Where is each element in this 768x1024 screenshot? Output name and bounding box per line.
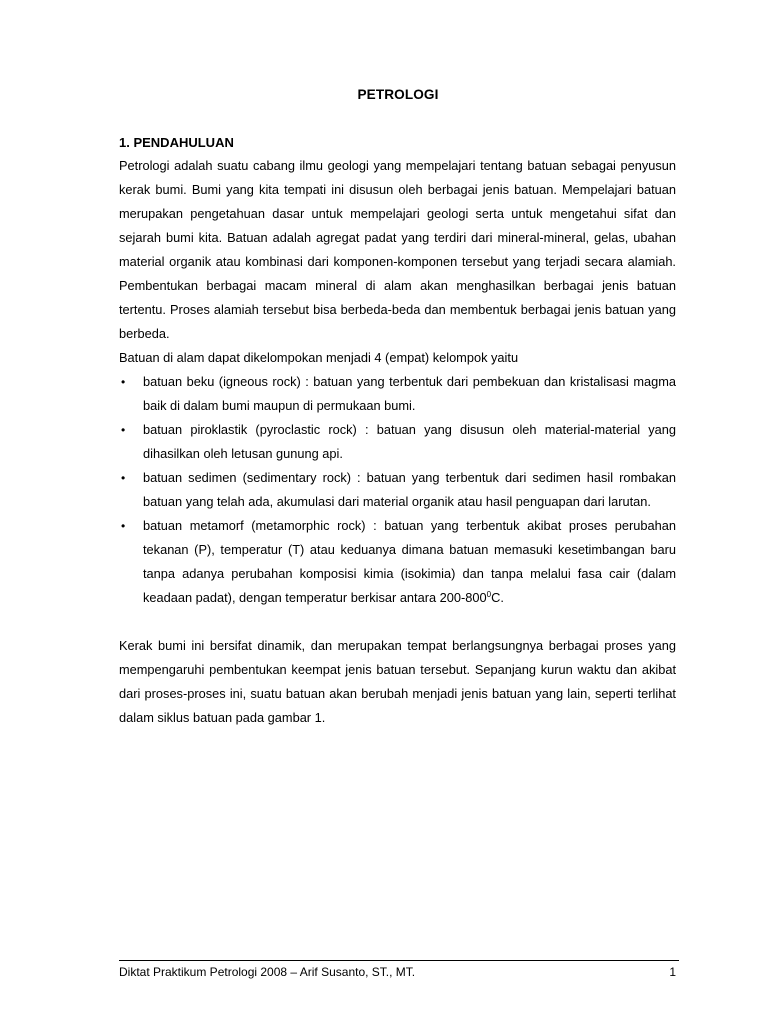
list-intro: Batuan di alam dapat dikelompokan menjadi 4 (empat) kelompok yaitu: [119, 350, 519, 365]
list-item-text: batuan beku (igneous rock) : batuan yang terbentuk dari pembekuan dan kristalisasi magma baik di dalam bumi maupun di permukaan bumi.: [143, 374, 676, 413]
list-item: [119, 466, 676, 514]
bullet-icon: •: [121, 375, 126, 389]
paragraph-spacer: [119, 610, 676, 634]
document-body: [119, 132, 676, 730]
paragraph-intro: Petrologi adalah suatu cabang ilmu geologi yang mempelajari tentang batuan sebagai penyusun kerak bumi. Bumi yang kita tempati ini disusun oleh berbagai jenis batuan. Mempelajari batuan merupakan pengetahuan dasar untuk mempelajari geologi serta untuk mengetahui sifat dan sejarah bumi kita. Batuan adalah agregat padat yang terdiri dari mineral-mineral, gelas, ubahan material organik atau kombinasi dari komponen-komponen tersebut yang terjadi secara alamiah. Pembentukan berbagai macam mineral di alam akan menghasilkan berbagai jenis batuan tertentu. Proses alamiah tersebut bisa berbeda-beda dan membentuk berbagai jenis batuan yang berbeda.: [119, 158, 676, 341]
footer-divider: [119, 960, 679, 961]
list-item-text-tail: C.: [491, 590, 504, 605]
section-heading: 1. PENDAHULUAN: [119, 135, 234, 150]
bullet-icon: •: [121, 423, 126, 437]
list-item-text: batuan metamorf (metamorphic rock) : batuan yang terbentuk akibat proses perubahan tekanan (P), temperatur (T) atau keduanya dimana batuan memasuki kesetimbangan baru tanpa adanya perubahan komposisi kimia (isokimia) dan tanpa melalui fasa cair (dalam keadaan padat), dengan temperatur berkisar antara 200-800: [143, 518, 676, 605]
bullet-icon: •: [121, 471, 126, 485]
list-item: [119, 514, 676, 610]
page-number: 1: [669, 965, 676, 979]
list-item: [119, 370, 676, 418]
list-item: [119, 418, 676, 466]
bullet-icon: •: [121, 519, 126, 533]
rock-types-list: [119, 370, 676, 610]
footer-text: Diktat Praktikum Petrologi 2008 – Arif Susanto, ST., MT.: [119, 965, 416, 979]
list-item-text: batuan sedimen (sedimentary rock) : batuan yang terbentuk dari sedimen hasil rombakan batuan yang telah ada, akumulasi dari material organik atau hasil penguapan dari larutan.: [143, 470, 676, 509]
list-item-text: batuan piroklastik (pyroclastic rock) : batuan yang disusun oleh material-material yang dihasilkan oleh letusan gunung api.: [143, 422, 676, 461]
superscript-degree: 0: [486, 590, 492, 599]
page-title: PETROLOGI: [357, 87, 439, 102]
paragraph-conclusion: Kerak bumi ini bersifat dinamik, dan merupakan tempat berlangsungnya berbagai proses yang mempengaruhi pembentukan keempat jenis batuan tersebut. Sepanjang kurun waktu dan akibat dari proses-proses ini, suatu batuan akan berubah menjadi jenis batuan yang lain, seperti terlihat dalam siklus batuan pada gambar 1.: [119, 638, 676, 725]
